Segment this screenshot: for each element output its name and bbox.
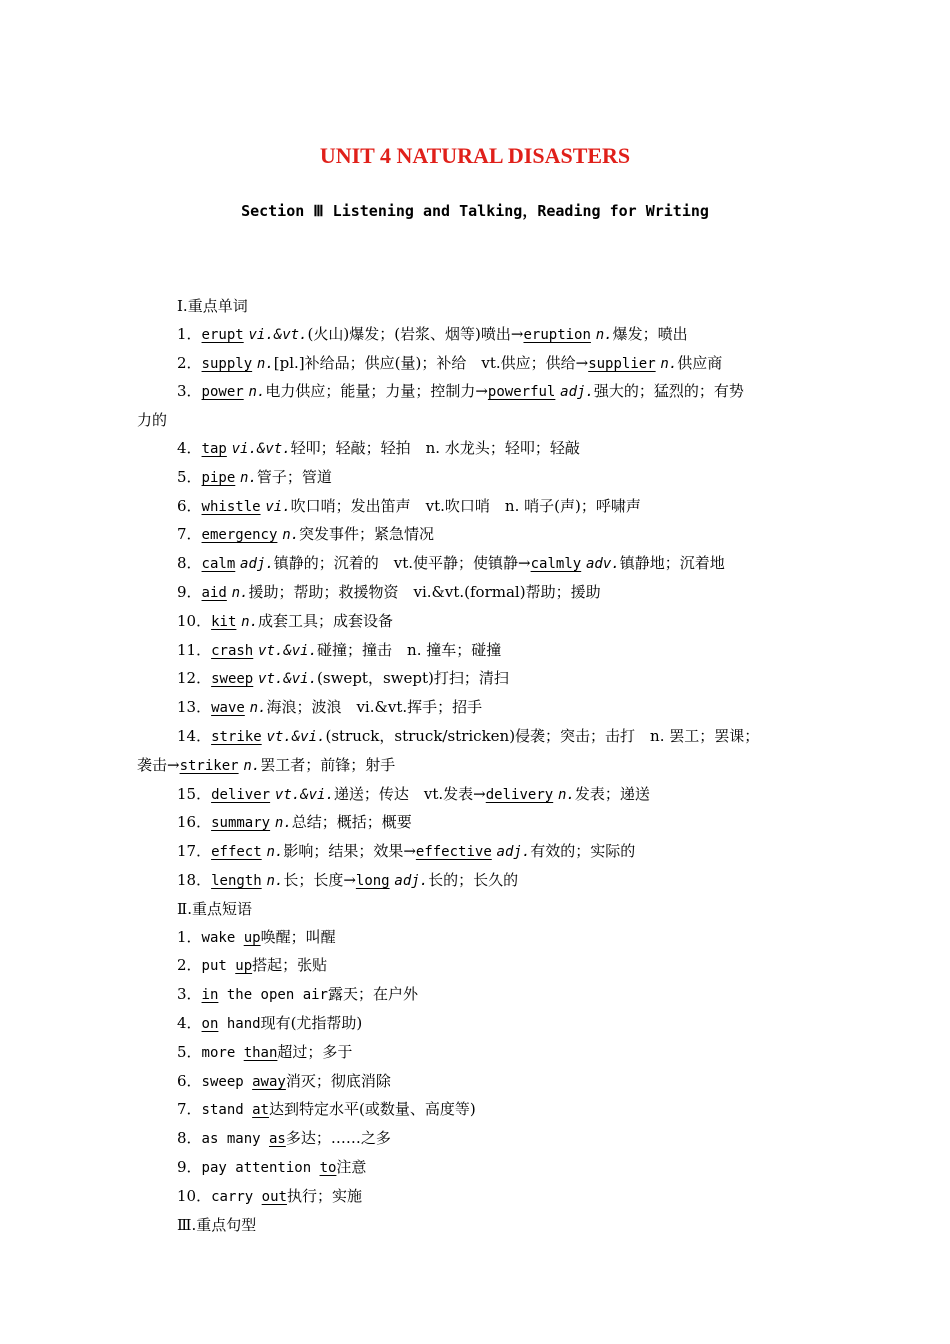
derived-pos: n. [243,757,261,774]
headword: supply [201,355,253,372]
word-entry [137,867,827,896]
derived-definition: 发表；递送 [574,784,650,803]
definition: (火山)爆发；(岩浆、烟等)喷出→ [307,324,524,343]
part-of-speech: vt.&vi. [258,642,318,659]
phrase-entry [137,924,827,953]
part-of-speech: n. [274,815,292,832]
phrase-entry [137,1068,827,1097]
part-of-speech: vt.&vi. [266,728,326,745]
phrase-text: the open air [218,987,328,1004]
phrase-answer: out [261,1188,287,1205]
entry-number: 17． [177,842,212,861]
derived-word: powerful [487,384,556,401]
definition: 影响；结果；效果→ [283,842,416,861]
headword: effect [211,844,262,861]
part-of-speech: n. [248,384,266,401]
entry-number: 2． [177,353,202,372]
derived-word: supplier [588,355,656,372]
derived-definition: 有效的；实际的 [530,842,636,861]
headword: erupt [201,326,244,343]
phrase-entry [137,952,827,981]
definition: 长；长度→ [283,870,356,889]
headword: kit [211,613,237,630]
definition: 突发事件；紧急情况 [299,525,435,544]
entry-number: 5． [177,467,202,486]
word-entry [137,493,827,522]
phrase-definition: 消灭；彻底消除 [285,1071,391,1090]
derived-pos: n. [660,355,678,372]
phrase-answer: at [252,1102,269,1119]
phrase-definition: 超过；多于 [277,1042,353,1061]
phrase-text: sweep [201,1073,253,1090]
word-entry [137,608,827,637]
entry-number: 10． [177,1186,212,1205]
word-entry [137,350,827,379]
entry-number: 4． [177,1013,202,1032]
phrase-answer: away [252,1073,286,1090]
entry-number: 8． [177,554,202,573]
phrase-entry [137,1096,827,1125]
part-of-speech: n. [249,700,267,717]
part-of-speech: n. [231,584,249,601]
definition: 管子；管道 [256,467,332,486]
entry-number: 10． [177,611,212,630]
entry-number: 7． [177,1100,202,1119]
definition: 碰撞；撞击 n. 撞车；碰撞 [317,640,502,659]
phrase-text: stand [201,1102,253,1119]
phrase-answer: up [235,958,253,975]
phrase-definition: 露天；在户外 [327,985,418,1004]
word-entry-continued [137,752,827,781]
derived-pos: adj. [394,872,429,889]
headword: summary [211,815,271,832]
phrase-definition: 唤醒；叫醒 [260,927,336,946]
entry-number: 12． [177,669,212,688]
headword: length [211,872,262,889]
entry-number: 1． [177,324,202,343]
entry-number: 18． [177,870,212,889]
entry-number: 13． [177,698,212,717]
derived-definition: 爆发；喷出 [612,324,688,343]
entry-number: 14． [177,726,212,745]
definition: 援助；帮助；救援物资 vi.&vt.(formal)帮助；援助 [248,582,601,601]
document-body [137,293,827,1239]
definition: 海浪；波浪 vi.&vt.挥手；招手 [266,698,483,717]
phrase-text: pay attention [201,1159,320,1176]
phrase-answer: than [243,1044,278,1061]
word-entry [137,550,827,579]
definition: (struck，struck/stricken)侵袭；突击；击打 n. 罢工；罢课； [325,726,760,745]
word-entry [137,694,827,723]
headword: wave [211,700,245,717]
word-entry [137,781,827,810]
derived-pos: adj. [560,384,594,401]
derived-word: calmly [530,556,582,573]
headword: strike [211,728,262,745]
phrase-entry [137,1125,827,1154]
word-entry [137,321,827,350]
entry-number: 3． [177,382,202,401]
phrase-definition: 执行；实施 [286,1186,362,1205]
entry-number: 11． [177,640,212,659]
word-entry [137,723,827,752]
derived-pos: n. [595,326,613,343]
derived-pos: n. [557,786,575,803]
definition: [pl.]补给品；供应(量)；补给 vt.供应；供给→ [273,353,589,372]
headword: power [201,384,244,401]
definition-continued: 袭击→ [137,755,180,774]
derived-word: effective [415,844,492,861]
derived-word: striker [179,757,239,774]
phrase-text: wake [201,929,244,946]
words-heading: Ⅰ.重点单词 [177,297,248,315]
word-entry [137,809,827,838]
phrase-entry [137,981,827,1010]
phrases-list [137,924,827,1212]
part-of-speech: n. [256,355,274,372]
part-of-speech: vi.&vt. [248,326,308,343]
phrase-text: carry [211,1188,262,1205]
derived-definition: 镇静地；沉着地 [619,554,725,573]
part-of-speech: n. [266,844,284,861]
phrase-text: as many [201,1131,269,1148]
word-entry-continued [137,407,827,435]
entry-number: 6． [177,496,202,515]
derived-word: delivery [485,786,554,803]
definition-continued: 力的 [137,411,168,430]
definition: 电力供应；能量；力量；控制力→ [265,382,488,401]
phrase-definition: 多达；……之多 [285,1129,391,1148]
phrase-entry [137,1039,827,1068]
word-entry [137,838,827,867]
definition: 成套工具；成套设备 [258,611,394,630]
headword: deliver [211,786,271,803]
word-entry [137,521,827,550]
derived-pos: adv. [585,556,620,573]
part-of-speech: n. [240,469,257,486]
part-of-speech: vt.&vi. [258,671,318,688]
entry-number: 1． [177,927,202,946]
phrase-definition: 注意 [336,1157,367,1176]
headword: crash [211,642,254,659]
derived-definition: 供应商 [677,353,723,372]
phrase-definition: 搭起；张贴 [252,956,328,975]
word-entry [137,637,827,666]
definition: 轻叩；轻敲；轻拍 n. 水龙头；轻叩；轻敲 [290,438,580,457]
phrase-text: put [201,958,236,975]
entry-number: 7． [177,525,202,544]
phrase-definition: 达到特定水平(或数量、高度等) [268,1100,476,1119]
word-entry [137,464,827,493]
phrase-entry [137,1154,827,1183]
derived-word: eruption [523,326,591,343]
part-of-speech: vi. [265,498,291,515]
phrase-answer: in [201,987,219,1004]
headword: pipe [201,469,236,486]
phrase-definition: 现有(尤指帮助) [260,1013,363,1032]
headword: calm [201,556,236,573]
headword: tap [201,440,227,457]
phrase-entry [137,1010,827,1039]
part-of-speech: vt.&vi. [274,786,334,803]
derived-definition: 长的；长久的 [428,870,519,889]
headword: whistle [201,498,261,515]
word-entry [137,665,827,694]
entry-number: 5． [177,1042,202,1061]
derived-definition: 罢工者；前锋；射手 [260,755,396,774]
definition: 吹口哨；发出笛声 vt.吹口哨 n. 哨子(声)；呼啸声 [290,496,641,515]
entry-number: 8． [177,1129,202,1148]
word-entry [137,579,827,608]
part-of-speech: n. [282,527,300,544]
phrase-text: more [201,1044,244,1061]
derived-pos: adj. [496,844,531,861]
phrase-answer: on [201,1015,219,1032]
headword: aid [201,584,227,601]
definition: 镇静的；沉着的 vt.使平静；使镇静→ [273,554,531,573]
headword: sweep [211,671,254,688]
phrase-answer: up [243,929,261,946]
phrases-heading: Ⅱ.重点短语 [177,899,252,918]
phrase-answer: as [268,1131,286,1148]
section-subtitle: Section Ⅲ Listening and Talking，Reading for Writing [241,202,709,220]
entry-number: 9． [177,582,202,601]
definition: (swept，swept)打扫；清扫 [317,669,509,688]
entry-number: 2． [177,956,202,975]
part-of-speech: n. [266,872,284,889]
phrase-entry [137,1183,827,1212]
derived-definition: 强大的；猛烈的；有势 [593,382,744,401]
headword: emergency [201,527,278,544]
entry-number: 15． [177,784,212,803]
word-entry [137,435,827,464]
derived-word: long [355,872,390,889]
entry-number: 16． [177,813,212,832]
entry-number: 6． [177,1071,202,1090]
phrase-answer: to [319,1159,337,1176]
words-list [137,321,827,896]
definition: 总结；概括；概要 [291,813,412,832]
word-entry [137,378,827,407]
page-title: UNIT 4 NATURAL DISASTERS [319,143,631,168]
part-of-speech: n. [241,613,259,630]
entry-number: 4． [177,438,202,457]
phrase-text: hand [218,1015,261,1032]
part-of-speech: adj. [240,556,274,573]
entry-number: 3． [177,985,202,1004]
definition: 递送；传达 vt.发表→ [333,784,486,803]
entry-number: 9． [177,1157,202,1176]
sentences-heading: Ⅲ.重点句型 [177,1215,257,1234]
part-of-speech: vi.&vt. [231,440,291,457]
